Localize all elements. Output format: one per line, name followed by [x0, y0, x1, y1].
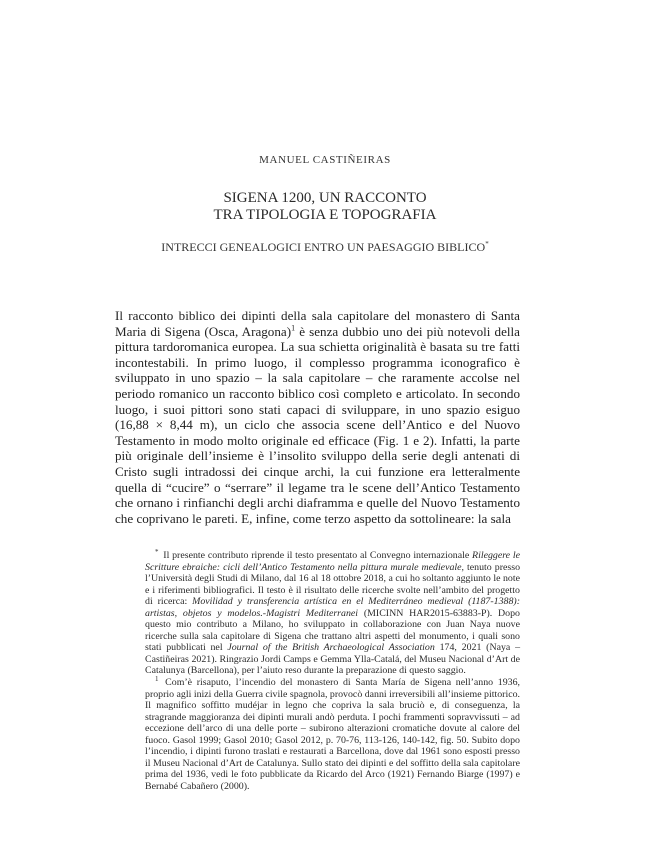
footnote-1-marker: 1: [155, 674, 159, 683]
article-title-line-1: SIGENA 1200, UN RACCONTO: [223, 190, 427, 206]
footnote-1-text: Com’è risaputo, l’incendio del monastero di Santa María de Sigena nell’anno 1936, proprio agli inizi della Guerra civile spagnola, provocò danni irreversibili all’insieme pittorico. Il magnifico soffitto mudéjar in legno che copriva la sala bruciò e, di conseguenza, la stragrande maggioranza dei dipinti murali andò perduta. I pochi frammenti sopravvissuti – ad eccezione dell’arco di una delle porte – subirono alterazioni cromatiche dovute al calore del fuoco. Gasol 1999; Gasol 2010; Gasol 2012, p. 70-76, 113-126, 140-142, fig. 50. Subito dopo l’incendio, i dipinti furono traslati e restaurati a Barcellona, dove dal 1961 sono esposti presso il Museu Nacional d’Art de Catalunya. Sullo stato dei dipinti e del soffitto della sala capitolare prima del 1936, vedi le foto pubblicate da Ricardo del Arco (1921) Fernando Biarge (1997) e Bernabé Cabañero (2000).: [145, 677, 520, 792]
footnote-reference-1: 1: [291, 323, 296, 333]
footnote-star-italic-journal: Journal of the British Archaeological Association: [227, 642, 435, 654]
footnote-1: [145, 674, 520, 792]
subtitle-footnote-marker: *: [485, 240, 489, 248]
author-name: MANUEL CASTIÑEIRAS: [259, 154, 391, 166]
body-text-part-1: Il racconto biblico dei dipinti della sala capitolare del monastero di Santa Maria di Sigena (Osca, Aragona): [115, 308, 520, 339]
body-paragraph: [115, 308, 520, 526]
article-title: [0, 190, 650, 224]
article-subtitle: [0, 240, 650, 255]
footnote-star-marker: *: [155, 547, 159, 556]
article-title-line-2: TRA TIPOLOGIA E TOPOGRAFIA: [213, 207, 437, 223]
footnote-star-italic-title: Rileggere le Scritture ebraiche: cicli dell’Antico Testamento nella pittura murale medievale: [145, 550, 520, 573]
footnote-star-italic-project: Movilidad y transferencia artística en el Mediterráneo medieval (1187-1388): artistas, objetos y modelos.-Magistri Mediterranei: [145, 596, 520, 619]
article-subtitle-text: INTRECCI GENEALOGICI ENTRO UN PAESAGGIO BIBLICO: [161, 240, 486, 254]
body-text-part-2: è senza dubbio uno dei più notevoli della pittura tardoromanica europea. La sua schietta originalità è basata su tre fatti incontestabili. In primo luogo, il complesso programma iconografico è sviluppato in uno spazio – la sala capitolare – che raramente accolse nel periodo romanico un racconto biblico così completo e articolato. In secondo luogo, i suoi pittori sono stati capaci di sviluppare, in uno spazio esiguo (16,88 × 8,44 m), un ciclo che associa scene dell’Antico e del Nuovo Testamento in modo molto originale ed efficace (Fig. 1 e 2). Infatti, la parte più originale dell’insieme è l’insolito sviluppo della serie degli antenati di Cristo sugli intradossi dei cinque archi, la cui funzione era letteralmente quella di “cucire” o “serrare” il legame tra le scene dell’Antico Testamento che ornano i rinfianchi degli archi diaframma e quelle del Nuovo Testamento che coprivano le pareti. E, infine, come terzo aspetto da sottolineare: la sala: [115, 323, 520, 526]
footnote-star-text: (MICINN HAR2015-63883-P). Dopo questo mio contributo a Milano, ho sviluppato in collaborazione con Juan Naya nuove ricerche sulla sala capitolare di Sigena che trattano altri aspetti del monumento, i quali sono stati pubblicati nel: [145, 607, 520, 654]
footnote-star: [145, 547, 521, 677]
footnote-star-text: Il presente contributo riprende il testo presentato al Convegno internazionale: [160, 550, 473, 561]
footnote-star-text: , tenuto presso l’Università degli Studi di Milano, dal 16 al 18 ottobre 2018, a cui ho soltanto aggiunto le note e i riferimenti bibliografici. Il testo è il risultato delle ricerche svolte nell’ambito del progetto di ricerca:: [145, 561, 521, 608]
footnote-star-text: 174, 2021 (Naya – Castiñeiras 2021). Ringrazio Jordi Camps e Gemma Ylla-Catalá, del Museu Nacional d’Art de Catalunya (Barcellona), per l’aiuto reso durante la preparazione di questo saggio.: [145, 642, 521, 677]
footnotes: [145, 547, 521, 792]
